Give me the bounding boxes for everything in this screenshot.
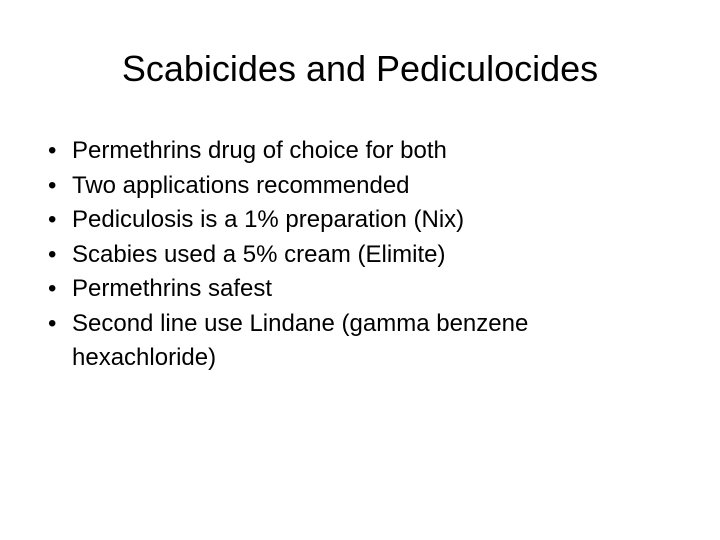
bullet-dot-icon: •	[48, 171, 57, 199]
bullet-item	[48, 238, 668, 272]
bullet-text: Two applications recommended	[72, 171, 410, 199]
bullet-text: Permethrins drug of choice for both	[72, 137, 447, 164]
bullet-text: Permethrins safest	[72, 275, 273, 302]
bullet-list	[48, 134, 668, 375]
bullet-dot-icon: •	[48, 206, 57, 233]
bullet-dot-icon: •	[48, 275, 57, 302]
slide-title: Scabicides and Pediculocides	[121, 48, 599, 89]
bullet-item	[48, 307, 668, 375]
bullet-dot-icon: •	[48, 309, 57, 337]
bullet-item	[48, 272, 668, 306]
bullet-item	[48, 134, 668, 168]
bullet-dot-icon: •	[48, 137, 57, 164]
bullet-item	[48, 169, 668, 203]
bullet-item	[48, 203, 668, 237]
bullet-dot-icon: •	[48, 240, 57, 268]
bullet-text: Pediculosis is a 1% preparation (Nix)	[72, 206, 465, 233]
bullet-text: Scabies used a 5% cream (Elimite)	[72, 240, 446, 268]
bullet-text: Second line use Lindane (gamma benzene hexachloride)	[72, 309, 529, 371]
